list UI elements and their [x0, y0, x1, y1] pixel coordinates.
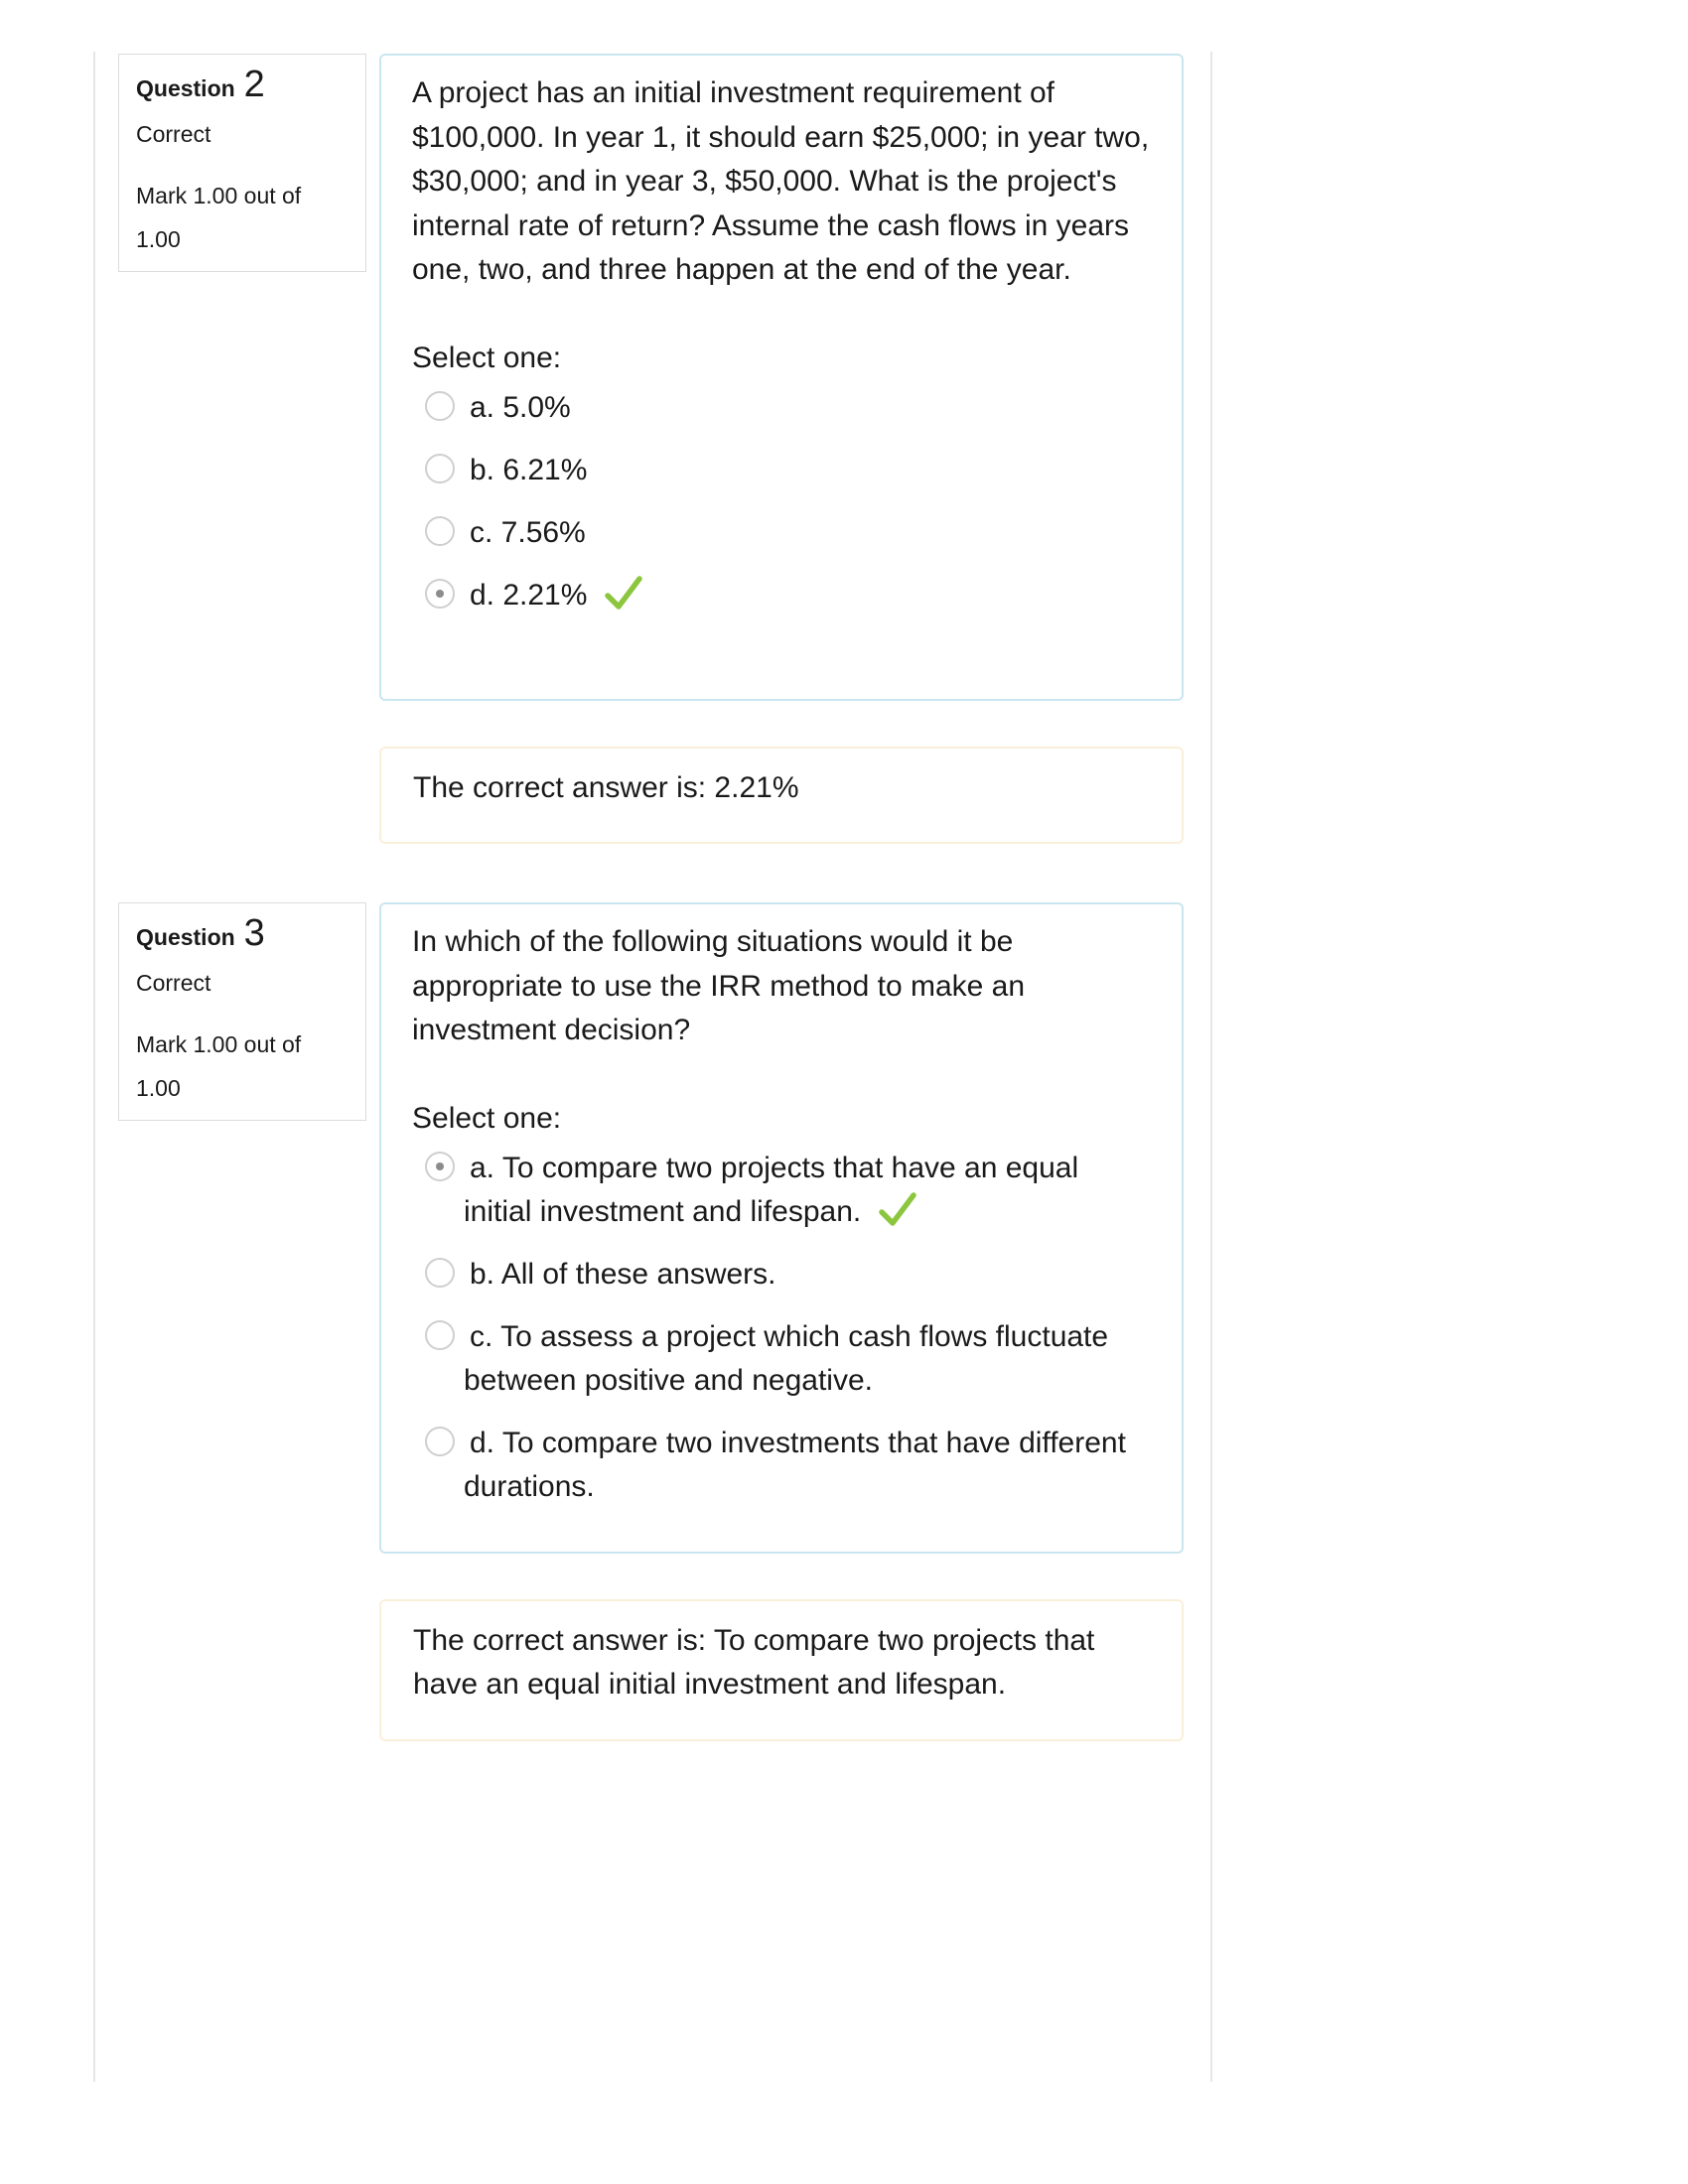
question-2-answer-d[interactable] — [412, 574, 1152, 617]
question-3-grade: Mark 1.00 out of 1.00 — [136, 1031, 302, 1101]
question-3-answer-d-label[interactable]: d. To compare two investments that have different durations. — [464, 1426, 1126, 1503]
question-3-answer-a-label-wrap[interactable] — [455, 1147, 1139, 1234]
question-2-grade: Mark 1.00 out of 1.00 — [136, 183, 302, 252]
question-3-answer-c-label[interactable]: c. To assess a project which cash flows fluctuate between positive and negative. — [464, 1319, 1109, 1397]
question-3-feedback-text: The correct answer is: To compare two projects that have an equal initial investment and lifespan. — [413, 1624, 1095, 1701]
page-left-rule — [93, 52, 95, 2082]
question-2-text: A project has an initial investment requirement of $100,000. In year 1, it should earn $25,000; in year two, $30,000; and in year 3, $50,000. What is the project's internal rate of return? Assume the cash flows in years one, two, and three happen at the end of the year. — [412, 76, 1150, 286]
question-2-radio-c[interactable] — [425, 516, 455, 546]
question-3-state: Correct — [136, 970, 211, 996]
question-3-radio-a[interactable] — [425, 1152, 455, 1181]
question-3-label: Question — [136, 924, 235, 950]
question-2-heading — [136, 65, 350, 108]
question-3-answer-b[interactable] — [412, 1253, 1152, 1297]
question-3-number: 3 — [243, 912, 265, 954]
question-3-info — [118, 902, 366, 1121]
page-right-rule — [1210, 52, 1212, 2082]
question-2-feedback — [379, 747, 1184, 844]
question-2-prompt: Select one: — [412, 341, 562, 374]
question-2-info — [118, 54, 366, 272]
question-2-state: Correct — [136, 121, 211, 147]
question-2-answer-a-label[interactable]: a. 5.0% — [470, 390, 571, 424]
question-2-answer-c[interactable] — [412, 511, 1152, 555]
question-3-answer-c[interactable] — [412, 1315, 1152, 1403]
question-2-number: 2 — [243, 64, 265, 105]
question-3-answer-b-label[interactable]: b. All of these answers. — [470, 1257, 776, 1291]
question-2-radio-d[interactable] — [425, 579, 455, 609]
question-3-radio-d[interactable] — [425, 1427, 455, 1456]
correct-check-icon — [879, 1191, 916, 1229]
question-3-prompt: Select one: — [412, 1101, 562, 1135]
question-2-answers — [412, 386, 1152, 617]
question-3-heading — [136, 913, 350, 957]
question-3-answer-a[interactable] — [412, 1147, 1152, 1234]
question-3-answer-d[interactable] — [412, 1422, 1152, 1509]
question-3-content — [379, 902, 1184, 1554]
question-3-radio-c[interactable] — [425, 1320, 455, 1350]
question-3-feedback — [379, 1599, 1184, 1741]
question-3-answer-a-label[interactable]: a. To compare two projects that have an equal initial investment and lifespan. — [464, 1151, 1079, 1228]
question-2-answer-a[interactable] — [412, 386, 1152, 430]
question-2-radio-b[interactable] — [425, 454, 455, 483]
question-2-radio-a[interactable] — [425, 391, 455, 421]
question-2-answer-c-label[interactable]: c. 7.56% — [470, 515, 586, 549]
question-2-feedback-text: The correct answer is: 2.21% — [413, 771, 799, 804]
question-2-answer-b-label[interactable]: b. 6.21% — [470, 453, 588, 486]
question-2-answer-d-label[interactable]: d. 2.21% — [470, 578, 588, 612]
question-2-label: Question — [136, 75, 235, 101]
correct-check-icon — [605, 575, 642, 613]
question-2-answer-b[interactable] — [412, 449, 1152, 492]
question-3-radio-b[interactable] — [425, 1258, 455, 1288]
question-2-content — [379, 54, 1184, 701]
question-3-answers — [412, 1147, 1152, 1509]
question-2-answer-d-label-wrap[interactable] — [455, 574, 642, 617]
question-3-text: In which of the following situations would it be appropriate to use the IRR method to make an investment decision? — [412, 925, 1026, 1046]
